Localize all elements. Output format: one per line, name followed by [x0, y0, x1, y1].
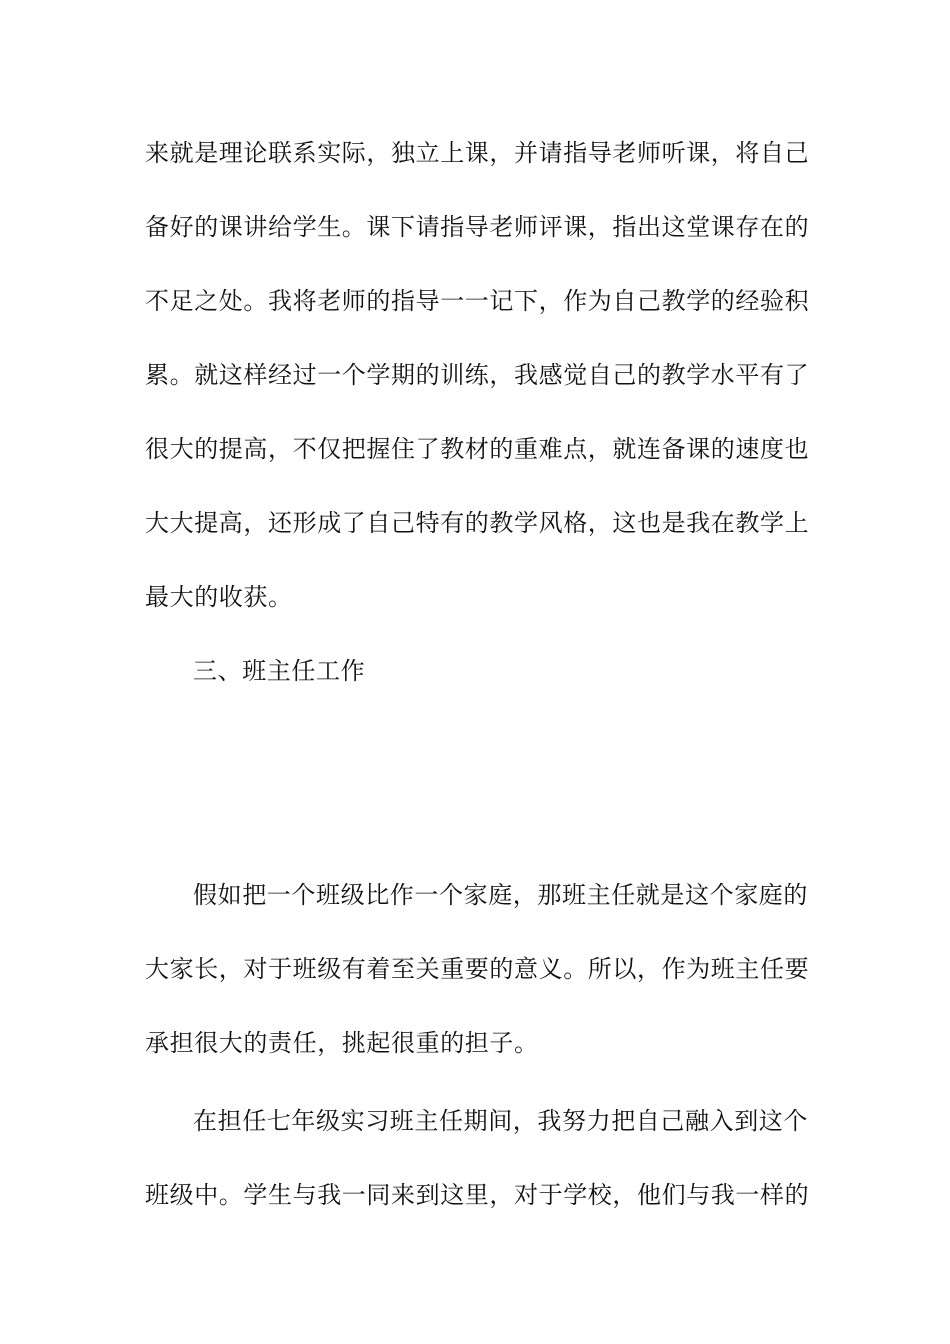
paragraph-3-line-2: 班级中。学生与我一同来到这里，对于学校，他们与我一样的 — [145, 1181, 810, 1209]
paragraph-2-line-2: 大家长，对于班级有着至关重要的意义。所以，作为班主任要 — [145, 955, 810, 983]
paragraph-2-line-3: 承担很大的责任，挑起很重的担子。 — [145, 1029, 539, 1057]
paragraph-1-line-5: 很大的提高，不仅把握住了教材的重难点，就连备课的速度也 — [145, 435, 810, 463]
paragraph-1-line-2: 备好的课讲给学生。课下请指导老师评课，指出这堂课存在的 — [145, 213, 810, 241]
paragraph-1-line-6: 大大提高，还形成了自己特有的教学风格，这也是我在教学上 — [145, 509, 810, 537]
paragraph-1-line-4: 累。就这样经过一个学期的训练，我感觉自己的教学水平有了 — [145, 361, 810, 389]
paragraph-1-line-1: 来就是理论联系实际，独立上课，并请指导老师听课，将自己 — [145, 139, 810, 167]
paragraph-3-line-1: 在担任七年级实习班主任期间，我努力把自己融入到这个 — [193, 1107, 808, 1135]
paragraph-1-line-7: 最大的收获。 — [145, 583, 293, 611]
paragraph-1-line-3: 不足之处。我将老师的指导一一记下，作为自己教学的经验积 — [145, 287, 810, 315]
paragraph-2-line-1: 假如把一个班级比作一个家庭，那班主任就是这个家庭的 — [193, 881, 808, 909]
section-heading: 三、班主任工作 — [193, 657, 366, 685]
